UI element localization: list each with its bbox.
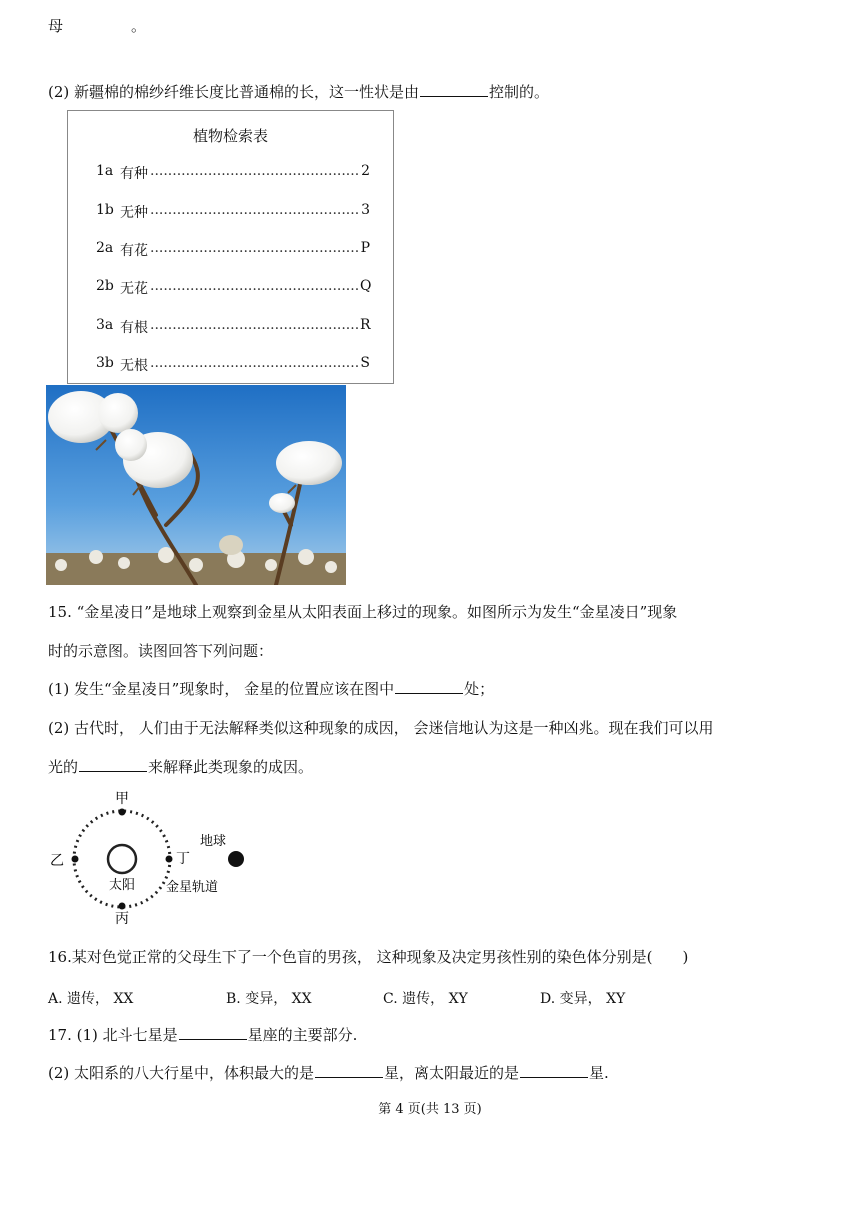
key-result: R — [360, 317, 371, 333]
question-15-2-line2 — [48, 757, 313, 777]
key-text: 无根 — [120, 358, 148, 374]
question-text: 控制的。 — [489, 83, 550, 101]
question-text: 17. (1) 北斗七星是 — [48, 1026, 178, 1044]
key-row — [96, 163, 370, 183]
key-code: 3a — [96, 317, 114, 333]
question-14-2 — [48, 82, 549, 102]
answer-blank[interactable] — [520, 1063, 588, 1078]
label-earth: 地球 — [200, 834, 227, 849]
key-result: Q — [360, 278, 372, 294]
leader-dots — [150, 278, 358, 298]
label-jia: 甲 — [115, 791, 129, 807]
key-code: 1b — [96, 202, 114, 218]
question-15-2-line1: (2) 古代时， 人们由于无法解释类似这种现象的成因， 会迷信地认为这是一种凶兆。现在我们可以用 — [48, 719, 714, 737]
option-d[interactable]: D. 变异， XY — [540, 991, 626, 1007]
answer-blank[interactable] — [79, 757, 147, 772]
question-text: 星. — [589, 1064, 609, 1082]
question-text: 光的 — [48, 758, 79, 776]
key-code: 2b — [96, 278, 114, 294]
cotton-illustration — [46, 385, 346, 585]
key-text: 有根 — [120, 320, 148, 336]
key-result: 2 — [361, 163, 370, 179]
key-row — [96, 355, 370, 375]
text-fragment: 。 — [131, 17, 147, 35]
plant-key-table — [67, 110, 394, 384]
key-row — [96, 278, 370, 298]
question-text: (1) 发生“金星凌日”现象时， 金星的位置应该在图中 — [48, 680, 395, 698]
label-sun: 太阳 — [108, 878, 136, 893]
question-text: (2) 新疆棉的棉纱纤维长度比普通棉的长，这一性状是由 — [48, 83, 420, 101]
key-code: 3b — [96, 355, 114, 371]
question-text: 来解释此类现象的成因。 — [148, 758, 314, 776]
page-footer: 第 4 页(共 13 页) — [378, 1102, 482, 1117]
plant-key-title: 植物检索表 — [192, 127, 268, 145]
leader-dots — [150, 163, 358, 183]
label-yi: 乙 — [50, 853, 64, 869]
answer-blank[interactable] — [315, 1063, 383, 1078]
answer-fragment-line — [48, 16, 146, 36]
question-15-1 — [48, 679, 494, 699]
question-16-options — [48, 988, 808, 1008]
label-orbit: 金星轨道 — [166, 880, 219, 895]
sun-circle — [108, 845, 136, 873]
question-17-1 — [48, 1025, 357, 1045]
key-row — [96, 202, 370, 222]
leader-dots — [150, 240, 358, 260]
venus-transit-diagram — [40, 787, 270, 932]
option-b[interactable]: B. 变异， XX — [226, 991, 312, 1007]
key-text: 有花 — [120, 243, 148, 259]
cotton-photo — [46, 385, 346, 585]
question-15-intro-1: 15. “金星凌日”是地球上观察到金星从太阳表面上移过的现象。如图所示为发生“金星凌日”现象 — [48, 603, 678, 621]
answer-blank[interactable] — [395, 679, 463, 694]
answer-blank[interactable] — [420, 82, 488, 97]
key-code: 1a — [96, 163, 114, 179]
key-row — [96, 317, 370, 337]
option-c[interactable]: C. 遗传， XY — [383, 991, 468, 1007]
key-result: 3 — [361, 202, 370, 218]
earth-dot — [228, 851, 244, 867]
question-15-intro-2: 时的示意图。读图回答下列问题： — [48, 642, 274, 660]
question-16: 16.某对色觉正常的父母生下了一个色盲的男孩， 这种现象及决定男孩性别的染色体分别是( ) — [48, 948, 689, 966]
answer-blank[interactable] — [179, 1025, 247, 1040]
key-text: 无花 — [120, 281, 148, 297]
position-dot-jia — [119, 809, 126, 816]
question-text: (2) 太阳系的八大行星中，体积最大的是 — [48, 1064, 315, 1082]
leader-dots — [150, 202, 358, 222]
label-ding: 丁 — [176, 851, 190, 867]
question-text: 处； — [464, 680, 495, 698]
position-dot-ding — [166, 856, 173, 863]
question-text: 星座的主要部分. — [247, 1026, 358, 1044]
key-row — [96, 240, 370, 260]
key-text: 无种 — [120, 205, 148, 221]
key-code: 2a — [96, 240, 114, 256]
position-dot-yi — [72, 856, 79, 863]
question-text: 星，离太阳最近的是 — [384, 1064, 520, 1082]
key-result: P — [360, 240, 370, 256]
question-17-2 — [48, 1063, 609, 1083]
key-result: S — [360, 355, 370, 371]
position-dot-bing — [119, 903, 126, 910]
leader-dots — [150, 355, 358, 375]
text-fragment: 母 — [48, 17, 64, 35]
transit-svg — [40, 787, 270, 932]
label-bing: 丙 — [115, 911, 129, 927]
key-text: 有种 — [120, 166, 148, 182]
option-a[interactable]: A. 遗传， XX — [48, 991, 134, 1007]
leader-dots — [150, 317, 358, 337]
